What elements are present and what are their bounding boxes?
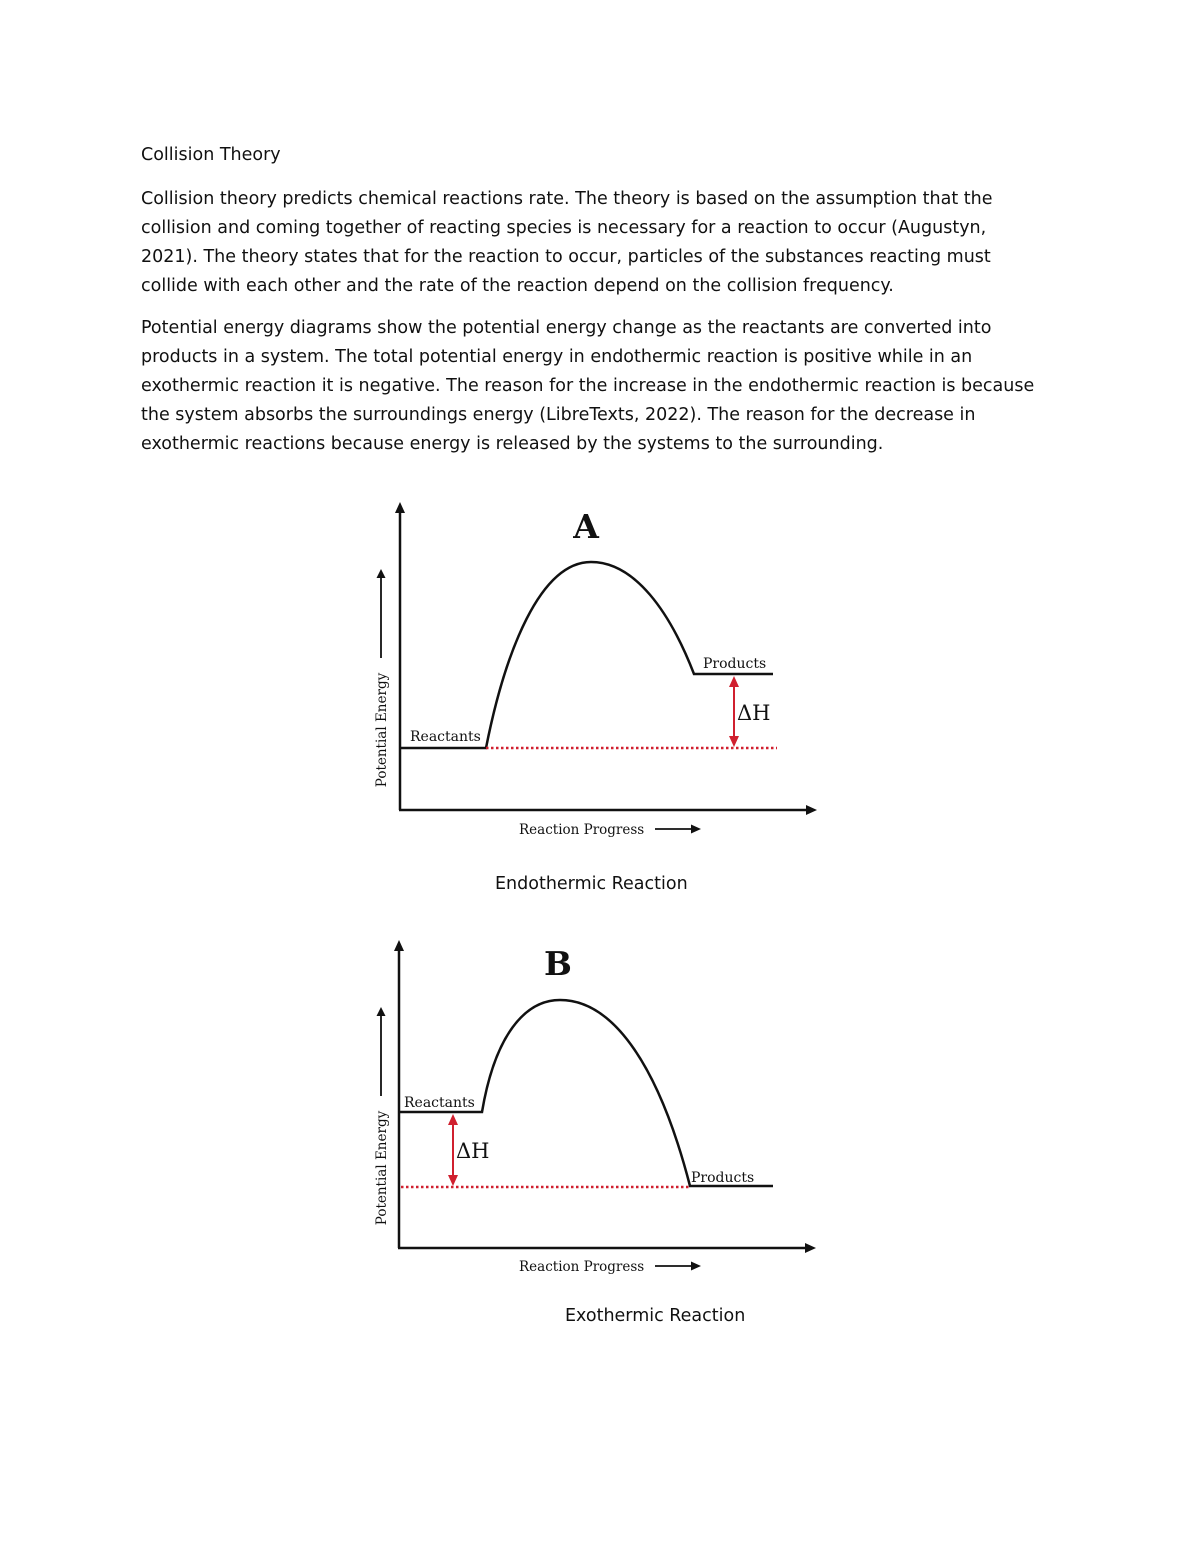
- y-axis-label-arrowhead: [377, 1007, 386, 1016]
- delta-h-arrowhead-down: [729, 736, 739, 747]
- caption-exothermic: Exothermic Reaction: [565, 1306, 746, 1326]
- reactants-label: Reactants: [404, 1095, 475, 1111]
- y-axis-label: Potential Energy: [374, 1110, 390, 1226]
- x-axis-label-arrowhead: [691, 825, 701, 834]
- x-axis-arrowhead: [806, 805, 817, 815]
- y-axis-label: Potential Energy: [374, 672, 390, 788]
- x-axis-label-arrowhead: [691, 1262, 701, 1271]
- x-axis-arrowhead: [805, 1243, 816, 1253]
- paragraph-collision-theory: [141, 185, 1046, 301]
- caption-endothermic: Endothermic Reaction: [495, 874, 688, 894]
- delta-h-arrowhead-up: [448, 1114, 458, 1125]
- energy-curve: [401, 562, 773, 748]
- paragraph-potential-energy: [141, 314, 1046, 459]
- y-axis-arrowhead: [394, 940, 404, 951]
- exothermic-energy-diagram: [355, 930, 825, 1285]
- y-axis-label-group: [374, 569, 390, 787]
- x-axis-label: Reaction Progress: [519, 1259, 645, 1275]
- delta-h-arrowhead-down: [448, 1175, 458, 1186]
- diagram-letter: A: [573, 507, 599, 546]
- y-axis-label-arrowhead: [377, 569, 386, 578]
- x-axis-label: Reaction Progress: [519, 822, 645, 838]
- delta-h-label: ΔH: [737, 701, 771, 725]
- y-axis-label-group: [374, 1007, 390, 1225]
- y-axis-arrowhead: [395, 502, 405, 513]
- reactants-label: Reactants: [410, 729, 481, 745]
- diagram-letter: B: [544, 944, 572, 983]
- products-label: Products: [691, 1170, 755, 1186]
- endothermic-energy-diagram: [355, 492, 825, 847]
- products-label: Products: [703, 656, 767, 672]
- paragraph-text: Collision theory predicts chemical reactions rate. The theory is based on the assumption that the collision and coming together of reacting species is necessary for a reaction to occur (Augustyn, 2021). The theory states that for the reaction to occur, particles of the substances reacting must collide with each other and the rate of the reaction depend on the collision frequency.: [141, 189, 993, 296]
- document-title: Collision Theory: [141, 145, 281, 165]
- delta-h-arrowhead-up: [729, 676, 739, 687]
- paragraph-text: Potential energy diagrams show the potential energy change as the reactants are converted into products in a system. The total potential energy in endothermic reaction is positive while in an exothermic reaction it is negative. The reason for the increase in the endothermic reaction is because the system absorbs the surroundings energy (LibreTexts, 2022). The reason for the decrease in exothermic reactions because energy is released by the systems to the surrounding.: [141, 318, 1035, 454]
- delta-h-label: ΔH: [456, 1139, 490, 1163]
